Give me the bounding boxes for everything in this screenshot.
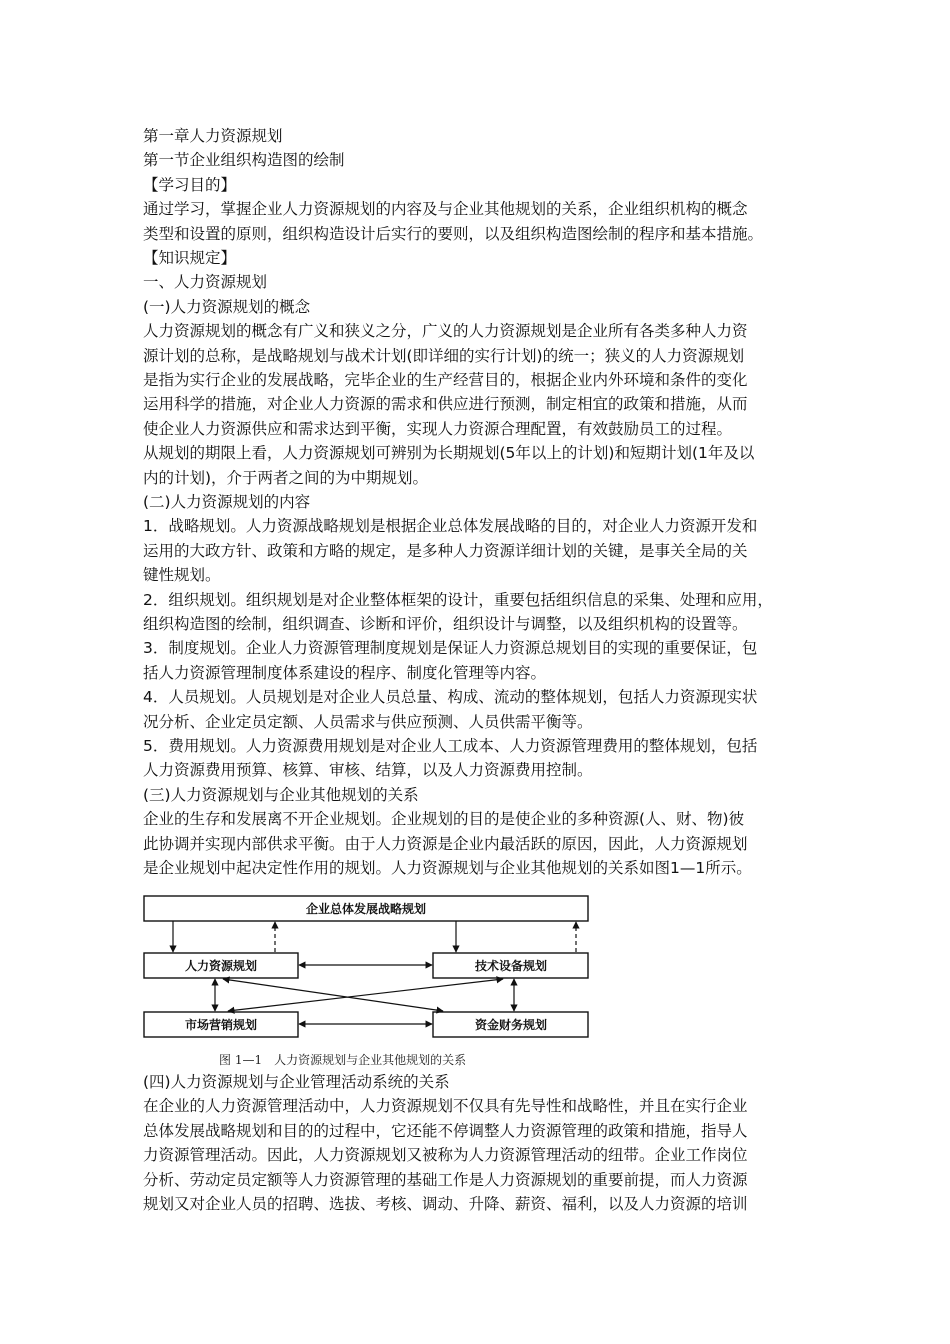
text-line: 人力资源费用预算、核算、审核、结算，以及人力资源费用控制。 (143, 761, 593, 780)
text-line: 组织构造图的绘制，组织调查、诊断和评价，组织设计与调整，以及组织机构的设置等。 (143, 615, 748, 633)
text-line: (二)人力资源规划的内容 (143, 493, 311, 511)
diagram-finance-label: 资金财务规划 (474, 1018, 548, 1032)
text-line: 第一章人力资源规划 (143, 127, 283, 145)
text-line: (四)人力资源规划与企业管理活动系统的关系 (143, 1073, 450, 1091)
text-line: 人力资源规划的概念有广义和狭义之分，广义的人力资源规划是企业所有各类多种人力资 (143, 322, 748, 341)
text-line: 内的计划)，介于两者之间的为中期规划。 (143, 468, 429, 487)
text-line: 2．组织规划。组织规划是对企业整体框架的设计，重要包括组织信息的采集、处理和应用， (143, 590, 773, 609)
diagram-hr-label: 人力资源规划 (184, 959, 258, 973)
text-line: 第一节企业组织构造图的绘制 (143, 151, 345, 170)
text-line: 是企业规划中起决定性作用的规划。人力资源规划与企业其他规划的关系如图1—1所示。 (143, 859, 752, 877)
diagram-market-label: 市场营销规划 (184, 1018, 258, 1032)
text-line: 源计划的总称，是战略规划与战术计划(即详细的实行计划)的统一；狭义的人力资源规划 (143, 346, 745, 365)
text-line: 在企业的人力资源管理活动中，人力资源规划不仅具有先导性和战略性，并且在实行企业 (143, 1097, 748, 1116)
text-line: 使企业人力资源供应和需求达到平衡，实现人力资源合理配置，有效鼓励员工的过程。 (143, 419, 733, 438)
text-line: 通过学习，掌握企业人力资源规划的内容及与企业其他规划的关系，企业组织机构的概念 (143, 200, 748, 219)
text-line: 【知识规定】 (143, 249, 237, 267)
diagram-tech-label: 技术设备规划 (474, 959, 548, 973)
text-line: 运用科学的措施，对企业人力资源的需求和供应进行预测，制定相宜的政策和措施，从而 (143, 395, 748, 414)
text-line: (一)人力资源规划的概念 (143, 297, 311, 316)
text-line: 运用的大政方针、政策和方略的规定，是多种人力资源详细计划的关键，是事关全局的关 (143, 541, 748, 560)
arrow-hr-finance (223, 979, 443, 1011)
text-line: 总体发展战略规划和目的的过程中，它还能不停调整人力资源管理的政策和措施，指导人 (143, 1121, 748, 1140)
text-line: 键性规划。 (143, 566, 221, 585)
text-line: (三)人力资源规划与企业其他规划的关系 (143, 785, 419, 804)
text-line: 分析、劳动定员定额等人力资源管理的基础工作是人力资源规划的重要前提，而人力资源 (143, 1170, 748, 1189)
text-line: 1．战略规划。人力资源战略规划是根据企业总体发展战略的目的，对企业人力资源开发和 (143, 517, 758, 536)
text-line: 3．制度规划。企业人力资源管理制度规划是保证人力资源总规划目的实现的重要保证，包 (143, 639, 758, 658)
text-line: 一、人力资源规划 (143, 273, 268, 292)
text-line: 5．费用规划。人力资源费用规划是对企业人工成本、人力资源管理费用的整体规划，包括 (143, 737, 758, 755)
text-line: 规划又对企业人员的招聘、选拔、考核、调动、升降、薪资、福利，以及人力资源的培训 (143, 1195, 748, 1213)
text-line: 括人力资源管理制度体系建设的程序、制度化管理等内容。 (143, 663, 547, 682)
relationship-diagram (143, 893, 593, 1068)
arrow-tech-market (228, 979, 503, 1011)
text-line: 类型和设置的原则，组织构造设计后实行的要则，以及组织构造图绘制的程序和基本措施。 (143, 224, 764, 243)
text-line: 4．人员规划。人员规划是对企业人员总量、构成、流动的整体规划，包括人力资源现实状 (143, 688, 758, 707)
text-line: 企业的生存和发展离不开企业规划。企业规划的目的是使企业的多种资源(人、财、物)彼 (143, 810, 745, 829)
text-line: 力资源管理活动。因此，人力资源规划又被称为人力资源管理活动的纽带。企业工作岗位 (143, 1146, 748, 1165)
text-line: 是指为实行企业的发展战略，完毕企业的生产经营目的，根据企业内外环境和条件的变化 (143, 371, 748, 389)
text-line: 【学习目的】 (143, 175, 237, 194)
text-line: 况分析、企业定员定额、人员需求与供应预测、人员供需平衡等。 (143, 712, 593, 731)
figure-caption: 图 1—1 人力资源规划与企业其他规划的关系 (219, 1053, 467, 1067)
text-line: 从规划的期限上看，人力资源规划可辨别为长期规划(5年以上的计划)和短期计划(1年及以 (143, 444, 755, 463)
text-line: 此协调并实现内部供求平衡。由于人力资源是企业内最活跃的原因，因此，人力资源规划 (143, 834, 748, 853)
diagram-top-label: 企业总体发展战略规划 (305, 902, 427, 916)
